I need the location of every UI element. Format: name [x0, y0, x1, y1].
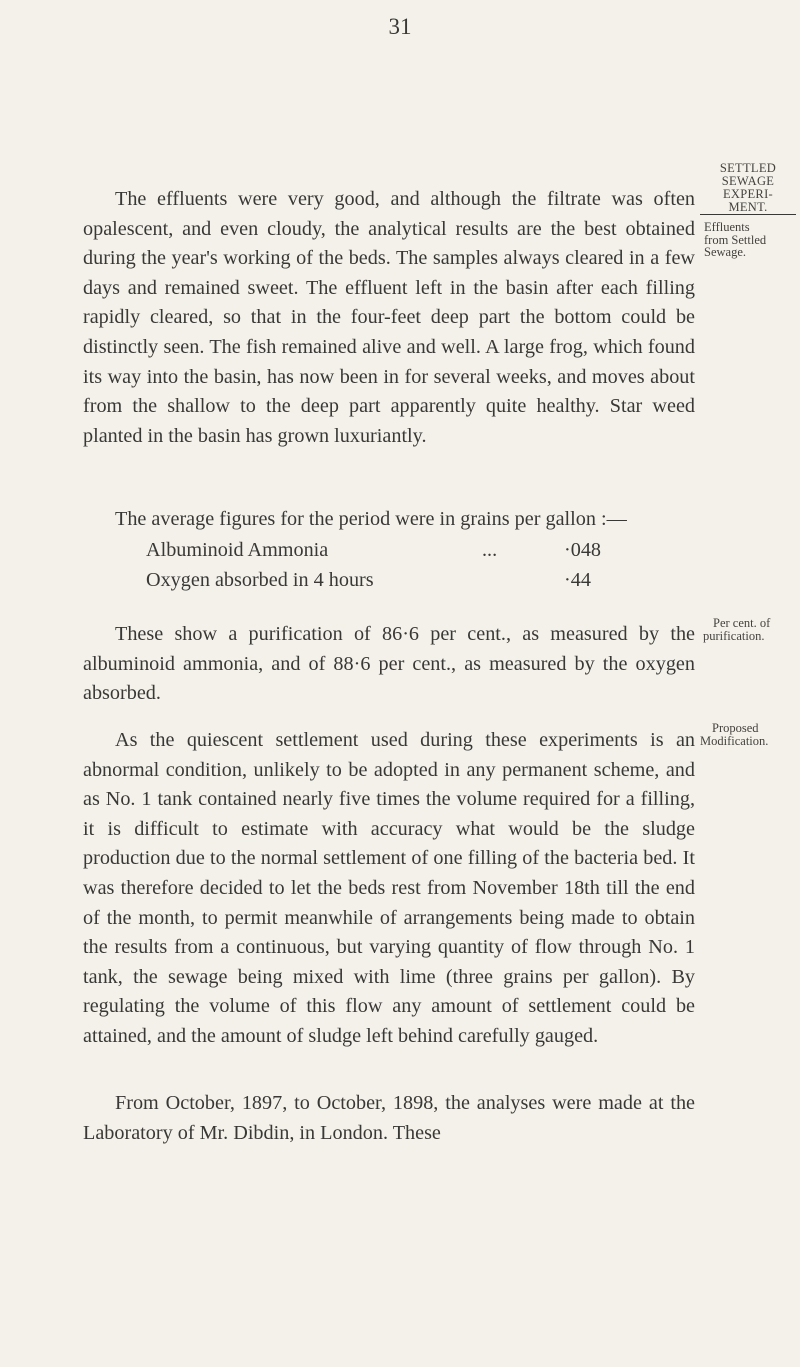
margin-heading-line: EXPERI- [722, 187, 773, 201]
measurement-dots: ... [482, 539, 498, 561]
measurement-value: ·44 [564, 569, 591, 591]
page-number: 31 [388, 14, 412, 39]
paragraph-purification [83, 620, 695, 709]
margin-note-line: from Settled [704, 232, 767, 247]
margin-note-effluents [704, 221, 800, 259]
paragraph-analyses [83, 1089, 695, 1148]
margin-rule [700, 214, 796, 215]
measurement-value: ·048 [564, 539, 602, 561]
margin-note-purification [703, 617, 799, 642]
paragraph-text: These show a purification of 86·6 per cent., as measured by the albuminoid ammonia, and of 88·6 per cent., as measured by the oxygen absorbed. [83, 623, 695, 705]
paragraph-text: The average figures for the period were in grains per gallon :— [115, 508, 627, 530]
margin-note-line: Proposed [712, 721, 759, 735]
margin-note-line: Per cent. of [713, 616, 771, 630]
paragraph-text: The effluents were very good, and although the filtrate was often opalescent, and even cloudy, the analytical results are the best obtained during the year's working of the beds. The samples always cleared in a few days and remained sweet. The effluent left in the basin after each filling rapidly cleared, so that in the four-feet deep part the bottom could be distinctly seen. The fish remained alive and well. A large frog, which found its way into the basin, has now been in for several weeks, and moves about from the shallow to the deep part apparently quite healthy. Star weed planted in the basin has grown luxuriantly. [83, 188, 695, 447]
margin-section-heading [700, 162, 796, 214]
paragraph-text: As the quiescent settlement used during these experiments is an abnormal condition, unlikely to be adopted in any permanent scheme, and as No. 1 tank contained nearly five times the volume required for a filling, it is difficult to estimate with accuracy what would be the sludge production due to the normal settlement of one filling of the bacteria bed. It was therefore decided to let the beds rest from November 18th till the end of the month, to permit meanwhile of arrangements being made to obtain the results from a continuous, but varying quantity of flow through No. 1 tank, the sewage being mixed with lime (three grains per gallon). By regulating the volume of this flow any amount of settlement could be attained, and the amount of sludge left behind carefully gauged. [83, 729, 695, 1047]
margin-note-line: purification. [703, 628, 765, 643]
paragraph-modification [83, 726, 695, 1052]
margin-note-line: Sewage. [704, 245, 746, 259]
margin-heading-line: MENT. [728, 200, 768, 214]
margin-note-line: Effluents [704, 220, 750, 234]
measurement-label: Oxygen absorbed in 4 hours [146, 569, 374, 591]
paragraph-effluents [83, 185, 695, 451]
paragraph-text: From October, 1897, to October, 1898, the analyses were made at the Laboratory of Mr. Dibdin, in London. These [83, 1092, 695, 1144]
margin-heading-line: SETTLED [719, 161, 777, 175]
paragraph-average-figures [83, 505, 695, 535]
measurement-label: Albuminoid Ammonia [146, 539, 329, 561]
margin-note-modification [700, 722, 796, 747]
margin-note-line: Modification. [700, 733, 769, 748]
margin-heading-line: SEWAGE [721, 174, 775, 188]
